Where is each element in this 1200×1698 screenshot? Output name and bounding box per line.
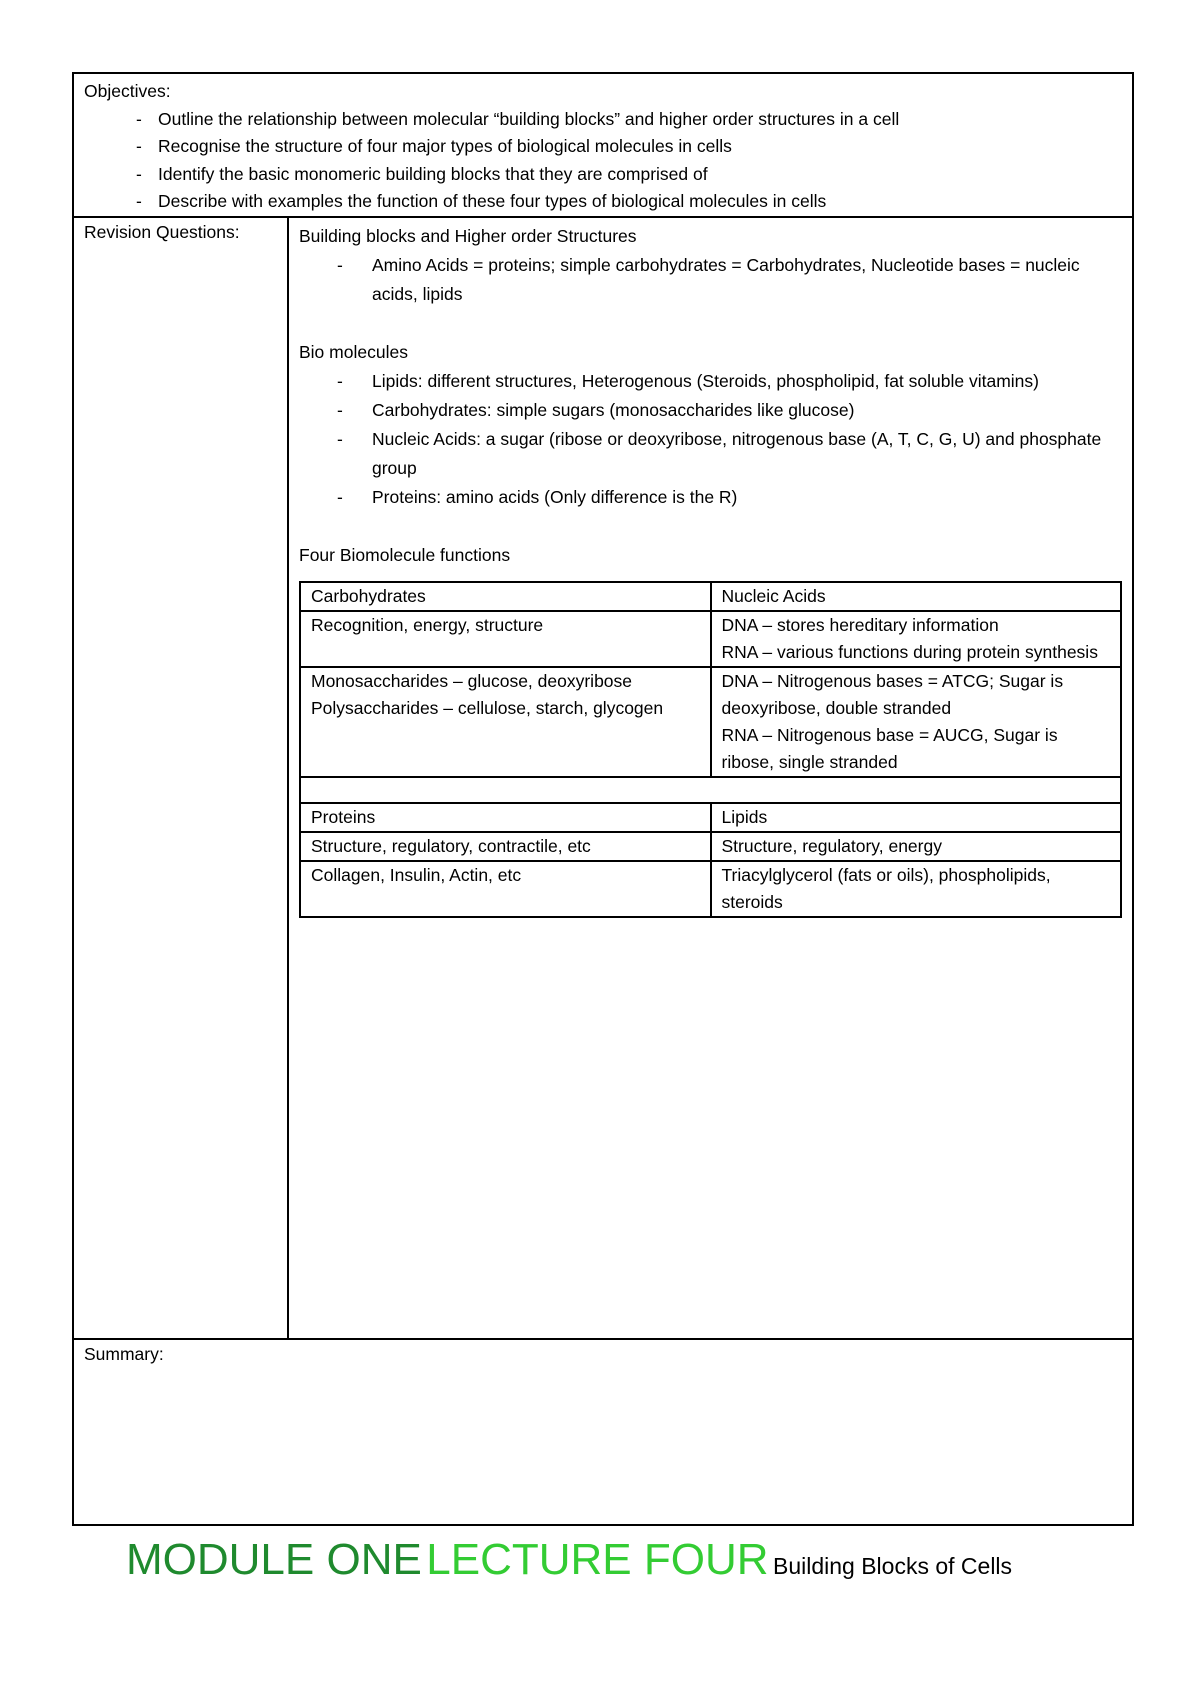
table-cell-nucleic-acids-function: [711, 611, 1122, 667]
table-cell-carbohydrates-head: Carbohydrates: [300, 582, 711, 611]
revision-label: Revision Questions:: [84, 222, 240, 242]
summary-section: [74, 1340, 1132, 1524]
cell-line: DNA – Nitrogenous bases = ATCG; Sugar is deoxyribose, double stranded: [721, 671, 1064, 718]
revision-content: [289, 218, 1132, 1338]
table-cell-lipids-examples: Triacylglycerol (fats or oils), phospholipids, steroids: [711, 861, 1122, 917]
revision-section: [74, 218, 1132, 1340]
objectives-section: [74, 74, 1132, 218]
table-cell-proteins-head: Proteins: [300, 803, 711, 832]
bio-molecules-list: [299, 367, 1122, 512]
cell-line: RNA – various functions during protein synthesis: [721, 642, 1098, 662]
table-cell-proteins-examples: Collagen, Insulin, Actin, etc: [300, 861, 711, 917]
table-row: [300, 861, 1121, 917]
table-cell-nucleic-acids-head: Nucleic Acids: [711, 582, 1122, 611]
bio-molecule-item: - Proteins: amino acids (Only difference is the R): [299, 483, 1122, 512]
biomolecule-table: [299, 581, 1122, 918]
objectives-label: Objectives:: [84, 81, 171, 101]
cell-line: DNA – stores hereditary information: [721, 615, 999, 635]
notes-frame: [72, 72, 1134, 1526]
objectives-list: [84, 106, 1122, 216]
building-blocks-list: [299, 251, 1122, 309]
table-cell-carbohydrates-function: Recognition, energy, structure: [300, 611, 711, 667]
table-row: [300, 832, 1121, 861]
cell-line: Polysaccharides – cellulose, starch, glycogen: [311, 698, 664, 718]
building-blocks-item: - Amino Acids = proteins; simple carbohydrates = Carbohydrates, Nucleotide bases = nucleic acids, lipids: [299, 251, 1122, 309]
footer-lecture: LECTURE FOUR: [426, 1535, 769, 1584]
bio-molecule-item: - Nucleic Acids: a sugar (ribose or deoxyribose, nitrogenous base (A, T, C, G, U) and phosphate group: [299, 425, 1122, 483]
table-cell-empty: [300, 777, 1121, 803]
revision-label-cell: [74, 218, 289, 1338]
table-row: [300, 667, 1121, 777]
table-cell-lipids-head: Lipids: [711, 803, 1122, 832]
cell-line: RNA – Nitrogenous base = AUCG, Sugar is ribose, single stranded: [721, 725, 1058, 772]
footer-module: MODULE ONE: [126, 1535, 422, 1584]
section-heading-bio-molecules: Bio molecules: [299, 342, 408, 362]
table-cell-proteins-function: Structure, regulatory, contractile, etc: [300, 832, 711, 861]
cell-line: Monosaccharides – glucose, deoxyribose: [311, 671, 633, 691]
bio-molecule-item: - Lipids: different structures, Heterogenous (Steroids, phospholipid, fat soluble vitamins): [299, 367, 1122, 396]
table-row: [300, 611, 1121, 667]
table-spacer-row: [300, 777, 1121, 803]
footer-topic: Building Blocks of Cells: [772, 1553, 1013, 1579]
page-footer-title: [126, 1535, 1012, 1585]
summary-label: Summary:: [84, 1344, 164, 1364]
bio-molecule-item: - Carbohydrates: simple sugars (monosaccharides like glucose): [299, 396, 1122, 425]
table-cell-lipids-function: Structure, regulatory, energy: [711, 832, 1122, 861]
objective-item: - Recognise the structure of four major types of biological molecules in cells: [84, 133, 1122, 161]
objective-item: - Describe with examples the function of these four types of biological molecules in cells: [84, 188, 1122, 216]
table-row: [300, 803, 1121, 832]
table-cell-carbohydrates-examples: [300, 667, 711, 777]
table-cell-nucleic-acids-examples: [711, 667, 1122, 777]
section-heading-functions: Four Biomolecule functions: [299, 545, 511, 565]
objective-item: - Outline the relationship between molecular “building blocks” and higher order structures in a cell: [84, 106, 1122, 134]
table-row: [300, 582, 1121, 611]
objective-item: - Identify the basic monomeric building blocks that they are comprised of: [84, 161, 1122, 189]
section-heading-building-blocks: Building blocks and Higher order Structures: [299, 226, 637, 246]
